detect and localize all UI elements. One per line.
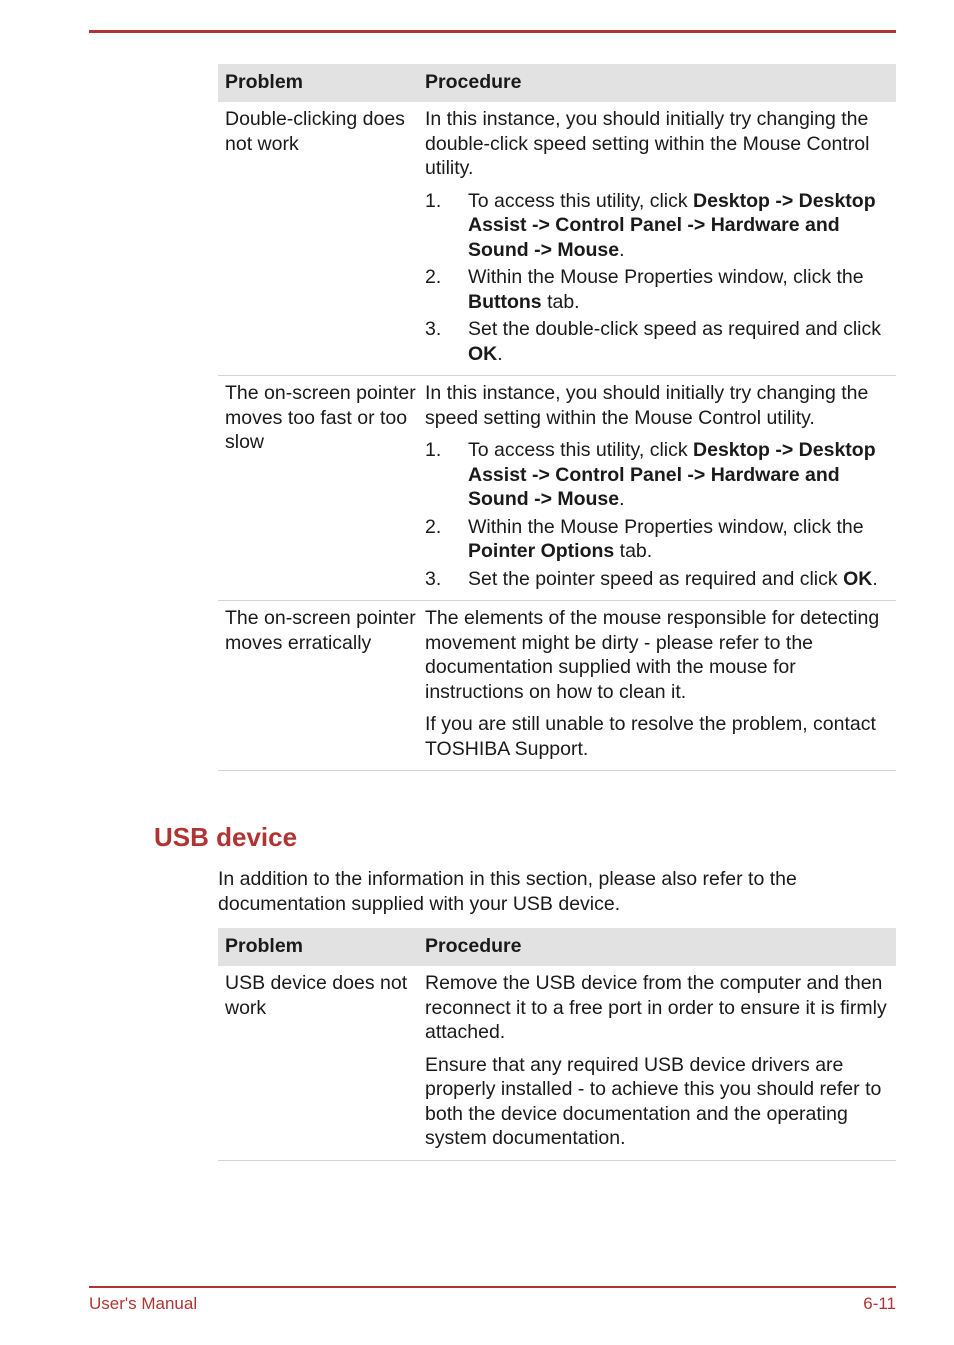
step-item bbox=[425, 189, 890, 263]
step-item bbox=[425, 515, 890, 564]
step-text: To access this utility, click Desktop -> Desktop Assist -> Control Panel -> Hardware and Sound -> Mouse. bbox=[468, 439, 876, 510]
tab-name: Pointer Options bbox=[468, 540, 615, 562]
table-row bbox=[218, 966, 896, 1160]
problem-column-header: Problem bbox=[218, 928, 422, 966]
footer-rule bbox=[89, 1286, 896, 1288]
tab-name: Buttons bbox=[468, 290, 542, 313]
procedure-intro: In this instance, you should initially try changing the double-click speed setting within the Mouse Control utility. bbox=[425, 108, 870, 179]
table-header-row bbox=[218, 64, 896, 102]
procedure-steps bbox=[425, 438, 890, 591]
step-item bbox=[425, 317, 890, 366]
table-header-row bbox=[218, 928, 896, 966]
table-row bbox=[218, 376, 896, 601]
procedure-cell bbox=[422, 102, 896, 376]
section-title: USB device bbox=[154, 822, 298, 852]
procedure-cell bbox=[422, 376, 896, 601]
procedure-cell bbox=[422, 966, 896, 1160]
procedure-paragraph: Ensure that any required USB device drivers are properly installed - to achieve this you should refer to both the device documentation and the operating system documentation. bbox=[425, 1053, 882, 1149]
problem-cell: Double-clicking does not work bbox=[218, 102, 422, 376]
step-text: Within the Mouse Properties window, click the Pointer Options tab. bbox=[468, 515, 864, 562]
step-number: 3. bbox=[425, 567, 442, 590]
table-row bbox=[218, 601, 896, 771]
step-text: To access this utility, click Desktop -> Desktop Assist -> Control Panel -> Hardware and Sound -> Mouse. bbox=[468, 189, 876, 261]
procedure-intro: In this instance, you should initially try changing the speed setting within the Mouse Control utility. bbox=[425, 382, 869, 429]
step-item bbox=[425, 265, 890, 314]
step-text: Within the Mouse Properties window, click the Buttons tab. bbox=[468, 266, 864, 313]
mouse-troubleshooting-table bbox=[218, 64, 896, 771]
step-item bbox=[425, 567, 890, 592]
step-number: 1. bbox=[425, 439, 442, 461]
procedure-paragraph: If you are still unable to resolve the problem, contact TOSHIBA Support. bbox=[425, 713, 876, 760]
footer-manual-title: User's Manual bbox=[89, 1294, 198, 1313]
problem-cell: USB device does not work bbox=[218, 966, 422, 1160]
step-text: Set the pointer speed as required and click OK. bbox=[468, 567, 878, 590]
problem-cell: The on-screen pointer moves too fast or too slow bbox=[218, 376, 422, 601]
menu-path: Desktop -> Desktop Assist -> Control Panel -> Hardware and Sound -> Mouse bbox=[468, 189, 876, 261]
ok-label: OK bbox=[843, 567, 873, 590]
procedure-steps bbox=[425, 189, 890, 367]
procedure-column-header: Procedure bbox=[422, 928, 896, 966]
step-item bbox=[425, 438, 890, 512]
page-number: 6-11 bbox=[863, 1294, 896, 1313]
step-number: 3. bbox=[425, 318, 442, 340]
header-rule bbox=[89, 30, 896, 33]
step-number: 2. bbox=[425, 515, 442, 538]
step-number: 2. bbox=[425, 266, 442, 288]
ok-label: OK bbox=[468, 342, 498, 365]
step-text: Set the double-click speed as required and click OK. bbox=[468, 318, 881, 365]
section-intro: In addition to the information in this section, please also refer to the documentation supplied with your USB device. bbox=[218, 868, 797, 915]
procedure-paragraph: The elements of the mouse responsible for detecting movement might be dirty - please refer to the documentation supplied with the mouse for instructions on how to clean it. bbox=[425, 607, 880, 703]
table-row bbox=[218, 102, 896, 376]
procedure-cell bbox=[422, 601, 896, 771]
menu-path: Desktop -> Desktop Assist -> Control Panel -> Hardware and Sound -> Mouse bbox=[468, 439, 876, 510]
usb-troubleshooting-table bbox=[218, 928, 896, 1161]
step-number: 1. bbox=[425, 189, 442, 212]
problem-cell: The on-screen pointer moves erratically bbox=[218, 601, 422, 771]
problem-column-header: Problem bbox=[218, 64, 422, 102]
procedure-column-header: Procedure bbox=[422, 64, 896, 102]
procedure-paragraph: Remove the USB device from the computer and then reconnect it to a free port in order to ensure it is firmly attached. bbox=[425, 972, 887, 1043]
